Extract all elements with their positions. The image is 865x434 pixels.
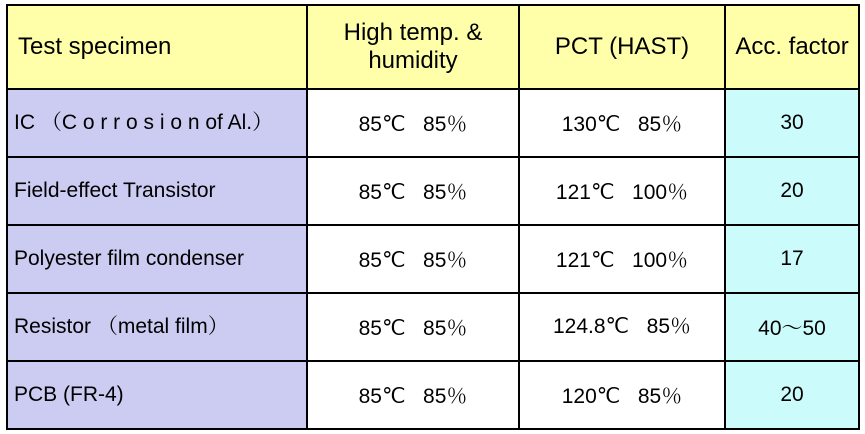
- header-test-specimen: Test specimen: [7, 5, 307, 89]
- cell-humidity: 85℃ 85％: [307, 293, 519, 361]
- cell-acc-factor: 30: [725, 89, 859, 157]
- test-specimen-table: [6, 4, 860, 430]
- cell-acc-factor: 40～50: [725, 293, 859, 361]
- table-header-row: [7, 5, 859, 89]
- cell-humidity: 85℃ 85％: [307, 157, 519, 225]
- table-row: [7, 361, 859, 429]
- cell-acc-factor: 20: [725, 361, 859, 429]
- table-row: [7, 157, 859, 225]
- cell-specimen: IC （C o r r o s i o n of Al.）: [7, 89, 307, 157]
- cell-specimen: Resistor （metal film）: [7, 293, 307, 361]
- cell-specimen: Field-effect Transistor: [7, 157, 307, 225]
- cell-humidity: 85℃ 85％: [307, 225, 519, 293]
- spec-table-container: [6, 4, 858, 430]
- cell-humidity: 85℃ 85％: [307, 361, 519, 429]
- cell-pct: 120℃ 85％: [519, 361, 725, 429]
- cell-acc-factor: 20: [725, 157, 859, 225]
- cell-pct: 121℃ 100％: [519, 157, 725, 225]
- cell-humidity: 85℃ 85％: [307, 89, 519, 157]
- table-row: [7, 225, 859, 293]
- header-pct-hast: PCT (HAST): [519, 5, 725, 89]
- table-row: [7, 89, 859, 157]
- cell-specimen: Polyester film condenser: [7, 225, 307, 293]
- table-row: [7, 293, 859, 361]
- cell-acc-factor: 17: [725, 225, 859, 293]
- cell-pct: 130℃ 85％: [519, 89, 725, 157]
- cell-pct: 124.8℃ 85％: [519, 293, 725, 361]
- header-high-temp-humidity: High temp. & humidity: [307, 5, 519, 89]
- header-acc-factor: Acc. factor: [725, 5, 859, 89]
- cell-specimen: PCB (FR-4): [7, 361, 307, 429]
- cell-pct: 121℃ 100％: [519, 225, 725, 293]
